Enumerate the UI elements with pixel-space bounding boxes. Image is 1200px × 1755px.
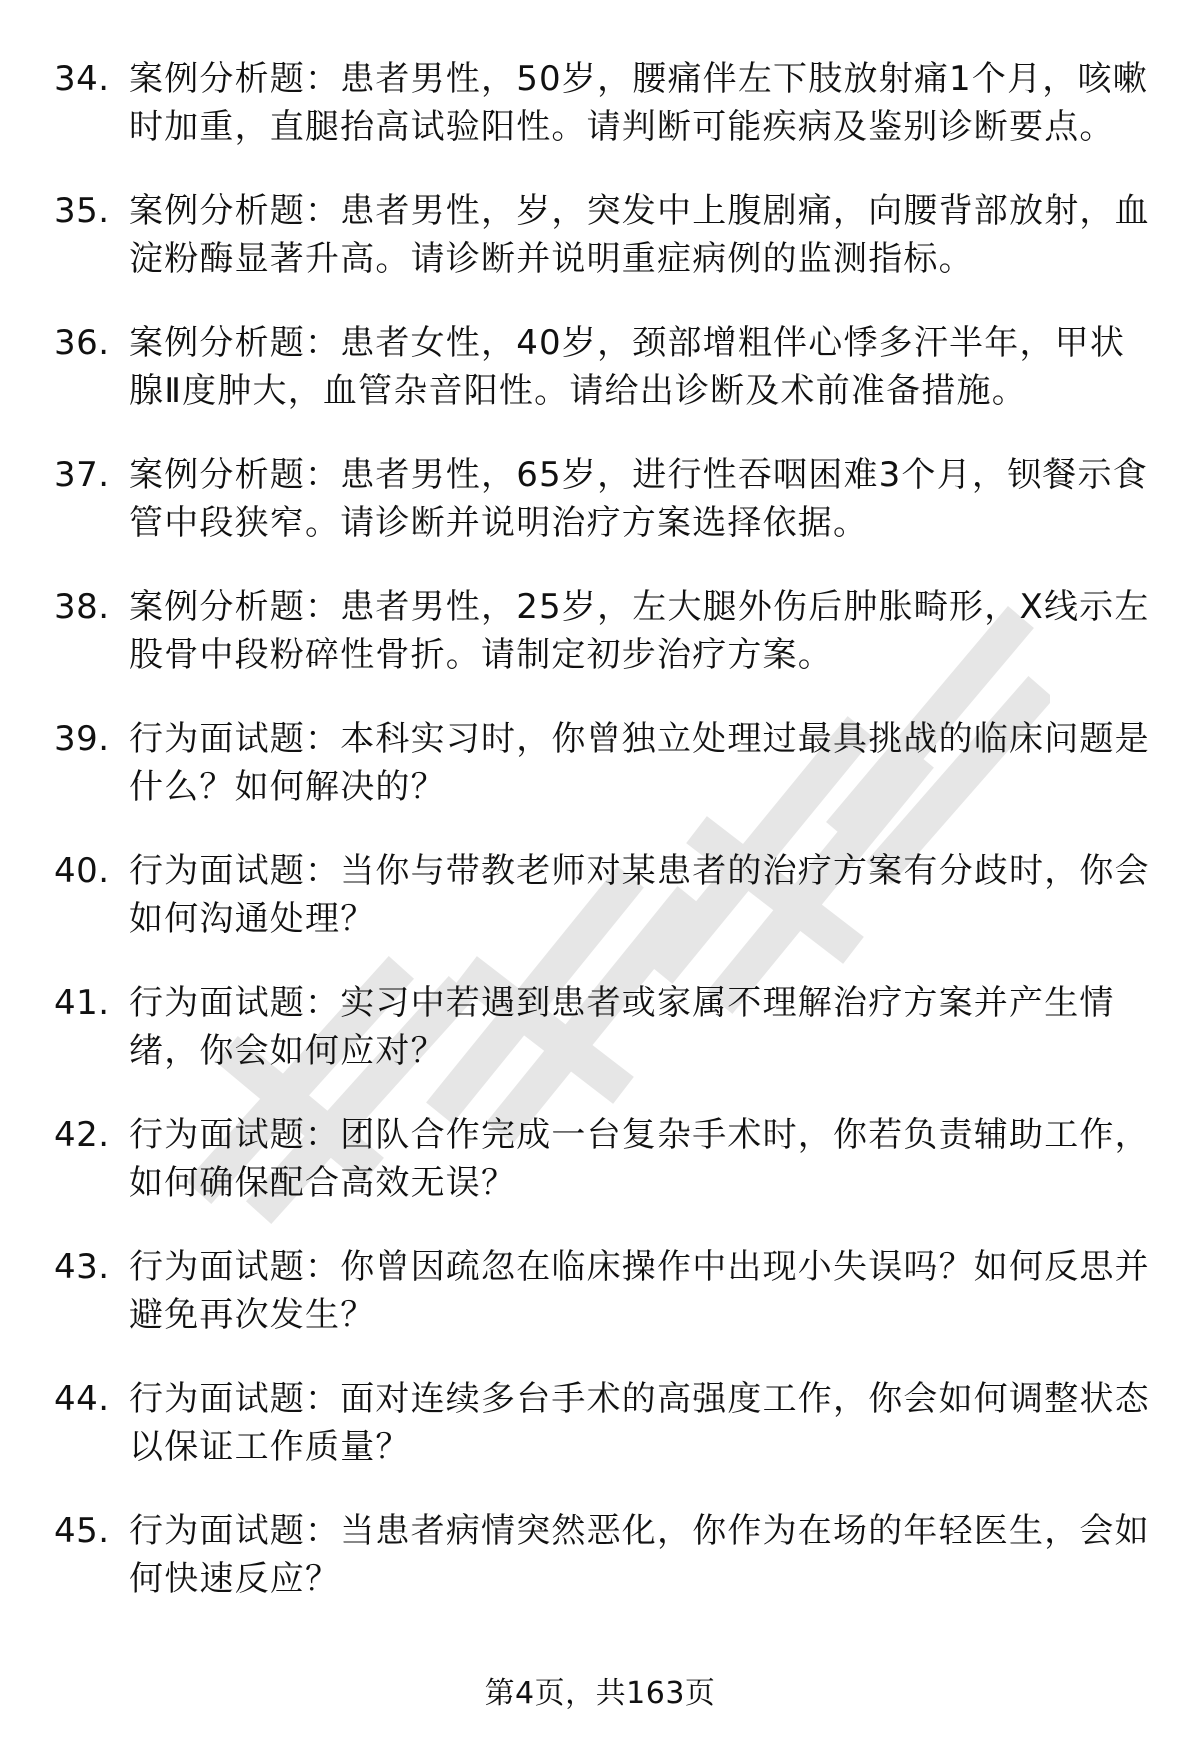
question-text: 行为面试题：当你与带教老师对某患者的治疗方案有分歧时，你会如何沟通处理？: [129, 851, 1150, 939]
question-text: 行为面试题：实习中若遇到患者或家属不理解治疗方案并产生情绪，你会如何应对？: [129, 983, 1115, 1071]
question-number: 35.: [54, 191, 110, 231]
page-indicator: 第4页，共163页: [484, 1676, 716, 1711]
question-text: 案例分析题：患者男性，65岁，进行性吞咽困难3个月，钡餐示食管中段狭窄。请诊断并说明治疗方案选择依据。: [129, 455, 1148, 543]
list-item: [0, 979, 1200, 1075]
question-number: 36.: [54, 323, 110, 363]
question-text: 案例分析题：患者男性，50岁，腰痛伴左下肢放射痛1个月，咳嗽时加重，直腿抬高试验阳性。请判断可能疾病及鉴别诊断要点。: [129, 59, 1148, 147]
list-item: [0, 187, 1200, 283]
question-list: [0, 55, 1200, 1639]
list-item: [0, 1507, 1200, 1603]
question-text: 行为面试题：你曾因疏忽在临床操作中出现小失误吗？如何反思并避免再次发生？: [129, 1247, 1150, 1335]
question-number: 40.: [54, 851, 110, 891]
list-item: [0, 451, 1200, 547]
question-text: 案例分析题：患者男性，岁，突发中上腹剧痛，向腰背部放射，血淀粉酶显著升高。请诊断并说明重症病例的监测指标。: [129, 191, 1150, 279]
question-number: 44.: [54, 1379, 110, 1419]
list-item: [0, 715, 1200, 811]
question-text: 行为面试题：面对连续多台手术的高强度工作，你会如何调整状态以保证工作质量？: [129, 1379, 1150, 1467]
list-item: [0, 55, 1200, 151]
question-number: 39.: [54, 719, 110, 759]
question-number: 45.: [54, 1511, 110, 1551]
list-item: [0, 1375, 1200, 1471]
list-item: [0, 583, 1200, 679]
list-item: [0, 1243, 1200, 1339]
question-number: 43.: [54, 1247, 110, 1287]
question-number: 38.: [54, 587, 110, 627]
list-item: [0, 319, 1200, 415]
question-number: 37.: [54, 455, 110, 495]
question-number: 42.: [54, 1115, 110, 1155]
question-number: 34.: [54, 59, 110, 99]
list-item: [0, 1111, 1200, 1207]
question-number: 41.: [54, 983, 110, 1023]
question-text: 案例分析题：患者女性，40岁，颈部增粗伴心悸多汗半年，甲状腺Ⅱ度肿大，血管杂音阳性。请给出诊断及术前准备措施。: [129, 323, 1126, 411]
question-text: 行为面试题：团队合作完成一台复杂手术时，你若负责辅助工作，如何确保配合高效无误？: [129, 1115, 1150, 1203]
question-text: 行为面试题：当患者病情突然恶化，你作为在场的年轻医生，会如何快速反应？: [129, 1511, 1150, 1599]
list-item: [0, 847, 1200, 943]
question-text: 案例分析题：患者男性，25岁，左大腿外伤后肿胀畸形，X线示左股骨中段粉碎性骨折。请制定初步治疗方案。: [129, 587, 1150, 675]
question-text: 行为面试题：本科实习时，你曾独立处理过最具挑战的临床问题是什么？如何解决的？: [129, 719, 1150, 807]
